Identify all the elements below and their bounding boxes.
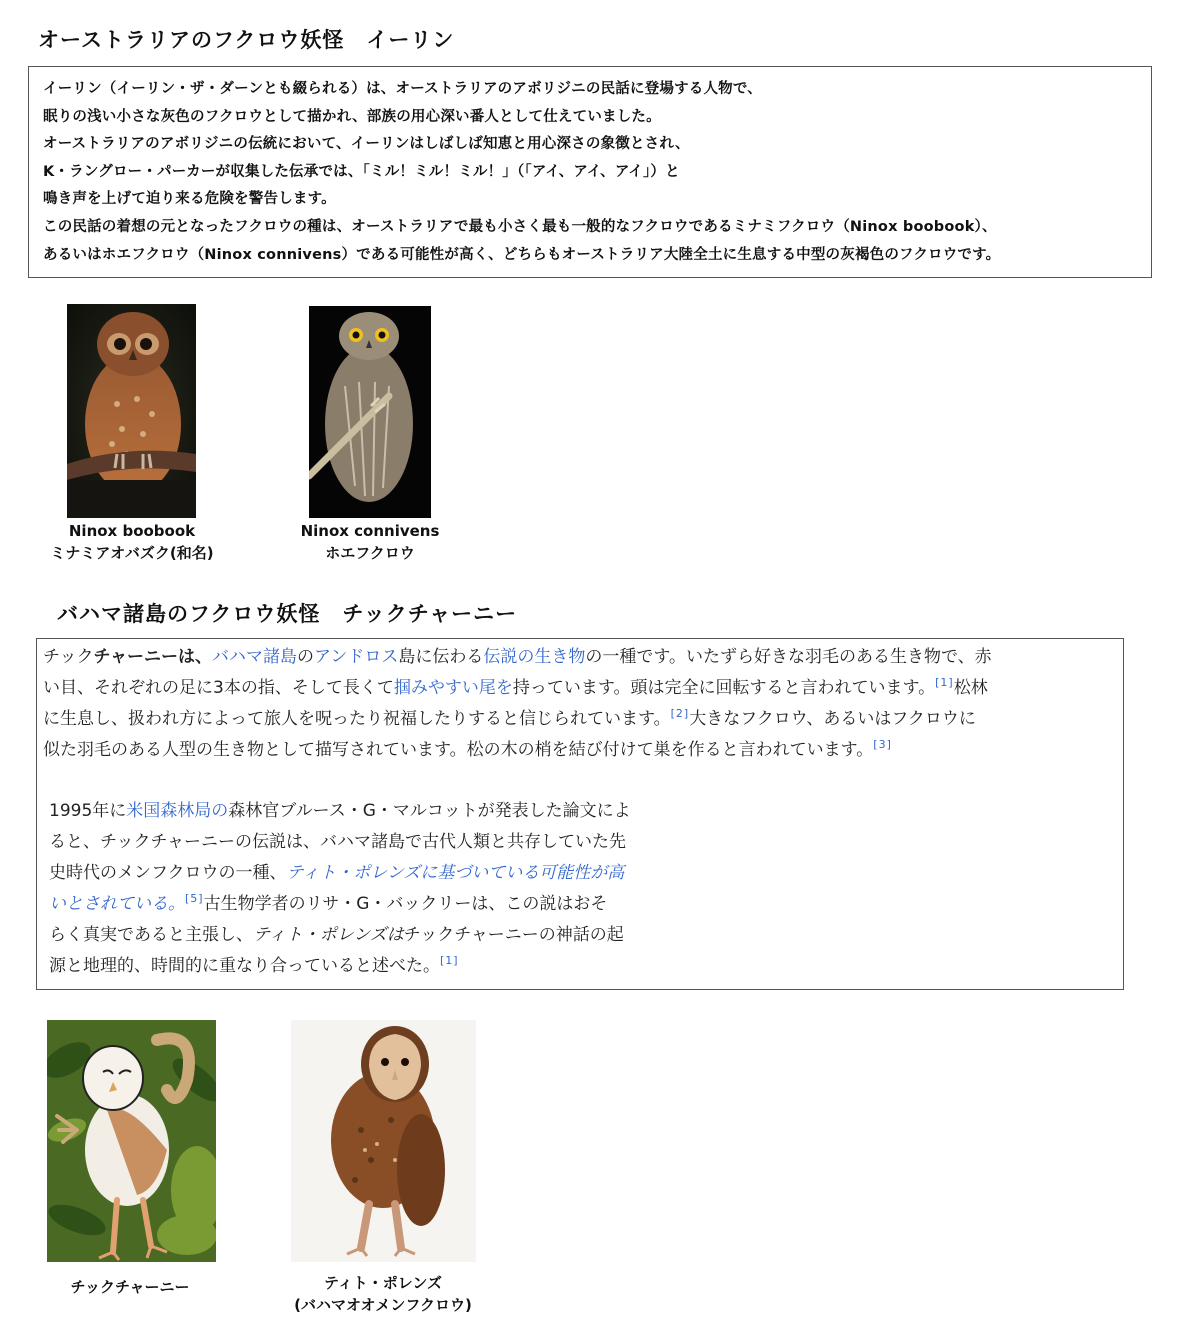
citation-3[interactable]: [3] (873, 738, 892, 751)
link-us-forest-service[interactable]: 米国森林局の (126, 801, 229, 821)
citation-1b[interactable]: [1] (440, 954, 459, 967)
chickcharney-caption (30, 1276, 230, 1298)
link-andros[interactable]: アンドロス (314, 647, 399, 667)
text-run: 島に伝わる (398, 647, 484, 667)
citation-1[interactable]: [1] (935, 676, 954, 689)
tyto-pollens-caption (283, 1272, 483, 1316)
section1-line: あるいはホエフクロウ（Ninox connivens）である可能性が高く、どちらもオーストラリア大陸全土に生息する中型の灰褐色のフクロウです。 (43, 246, 1001, 263)
caption-latin-name: Ninox connivens (300, 522, 440, 540)
text-run: 古生物学者のリサ・G・バックリーは、この説はおそ (203, 894, 608, 914)
text-run: 似た羽毛のある人型の生き物として描写されています。松の木の梢を結び付けて巣を作ると言われています。 (43, 740, 874, 760)
text-run: 1995年に (49, 801, 127, 821)
text-run: 持っています。頭は完全に回転すると言われています。 (512, 678, 936, 698)
caption-latin-name: Ninox boobook (68, 522, 196, 540)
section1-line: オーストラリアのアボリジニの伝統において、イーリンはしばしば知恵と用心深さの象徴とされ、 (43, 136, 690, 153)
section2-title: バハマ諸島のフクロウ妖怪 チックチャーニー (57, 602, 518, 626)
italic-term: ティト・ポレンズは (253, 925, 404, 945)
ninox-boobook-caption (32, 520, 232, 564)
chickcharney-paragraph (43, 642, 992, 766)
section1-line: 鳴き声を上げて迫り来る危険を警告します。 (43, 191, 336, 208)
text-run: 大きなフクロウ、あるいはフクロウに (689, 709, 976, 729)
ninox-connivens-photo (309, 306, 431, 518)
text-run: い目、それぞれの足に3本の指、そして長くて (43, 678, 394, 698)
chickcharney-illustration (47, 1020, 216, 1262)
ninox-connivens-caption (270, 520, 470, 564)
ninox-boobook-photo (67, 304, 196, 518)
caption-name: チックチャーニー (70, 1278, 190, 1296)
citation-2[interactable]: [2] (670, 707, 690, 720)
tyto-pollens-illustration (291, 1020, 476, 1262)
tyto-pollens-paragraph (49, 796, 631, 982)
link-tyto-pollens[interactable]: ティト・ポレンズに基づいている可能性が高 (286, 863, 625, 883)
text-run: 源と地理的、時間的に重なり合っていると述べた。 (49, 956, 440, 976)
text-run: 松林 (953, 678, 988, 698)
caption-japanese-name: ホエフクロウ (325, 544, 415, 562)
text-run: チック (43, 647, 94, 667)
citation-5[interactable]: [5] (185, 892, 204, 905)
section1-line: イーリン（イーリン・ザ・ダーンとも綴られる）は、オーストラリアのアボリジニの民話に登場する人物で、 (43, 81, 762, 97)
text-run: らく真実であると主張し、 (49, 925, 253, 945)
link-tyto-pollens-cont[interactable]: いとされている。 (49, 894, 185, 914)
text-run: の (297, 647, 314, 667)
text-run: 森林官ブルース・G・マルコットが発表した論文によ (228, 801, 631, 821)
caption-japanese-name: (バハマオオメンフクロウ) (294, 1296, 472, 1314)
section1-title: オーストラリアのフクロウ妖怪 イーリン (38, 28, 455, 52)
link-prehensile-tail[interactable]: 掴みやすい尾を (393, 678, 513, 698)
section1-line: この民話の着想の元となったフクロウの種は、オーストラリアで最も小さく最も一般的なフクロウであるミナミフクロウ（Ninox boobook）、 (43, 218, 997, 235)
section1-text-box (28, 66, 1152, 278)
bold-term: チャーニーは、 (93, 647, 212, 667)
text-run: ると、チックチャーニーの伝説は、バハマ諸島で古代人類と共存していた先 (49, 832, 626, 852)
section1-line: K・ラングロー・パーカーが収集した伝承では、「ミル！ミル！ミル！」（「アイ、アイ、アイ」）と (43, 163, 680, 180)
text-run: チックチャーニーの神話の起 (403, 925, 624, 945)
section1-line: 眠りの浅い小さな灰色のフクロウとして描かれ、部族の用心深い番人として仕えていました。 (43, 108, 661, 125)
section2-text-box (36, 638, 1124, 990)
text-run: 史時代のメンフクロウの一種、 (49, 863, 287, 883)
caption-japanese-name: ミナミアオバズク(和名) (50, 544, 214, 562)
text-run: に生息し、扱われ方によって旅人を呪ったり祝福したりすると信じられています。 (43, 709, 671, 729)
link-bahamas[interactable]: バハマ諸島 (212, 647, 297, 667)
link-legendary-creature[interactable]: 伝説の生き物 (483, 647, 586, 667)
text-run: の一種です。いたずら好きな羽毛のある生き物で、赤 (585, 647, 992, 667)
caption-name: ティト・ポレンズ (324, 1274, 442, 1292)
